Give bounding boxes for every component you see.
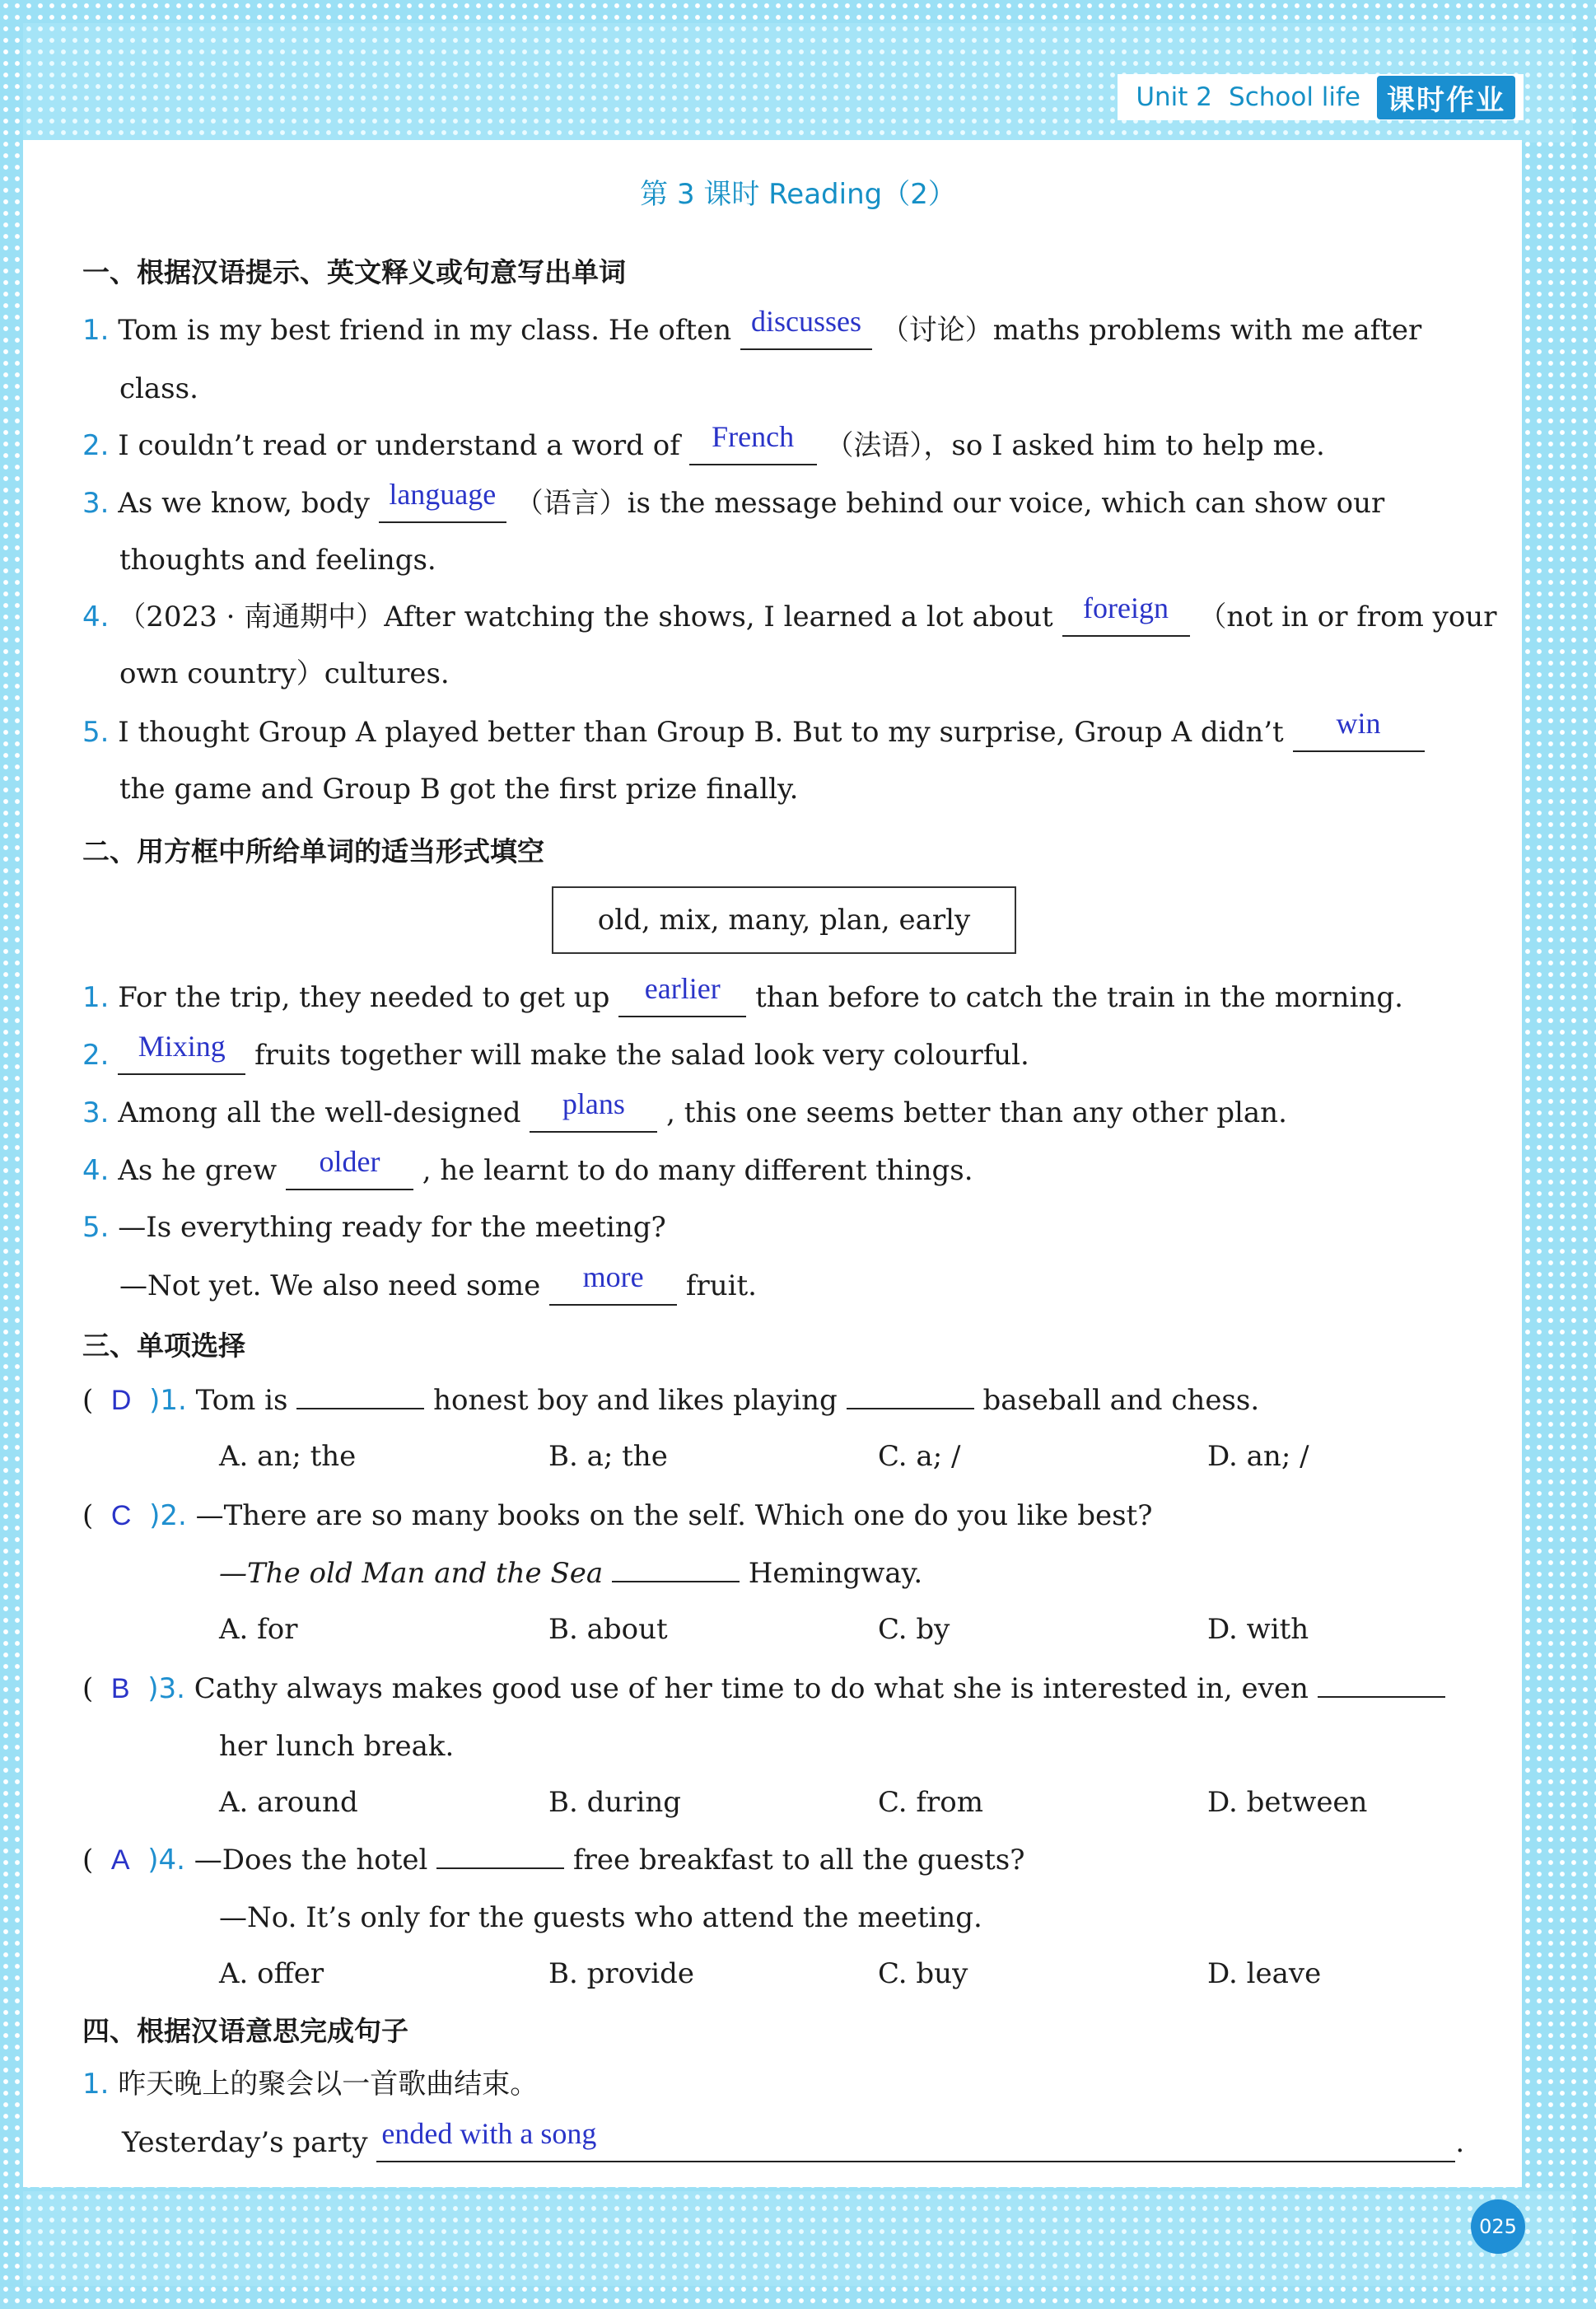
q-text: Yesterday’s party — [122, 2126, 368, 2159]
q-number: 4. — [82, 601, 110, 633]
option-b[interactable]: B. during — [548, 1786, 682, 1819]
q-number: 2. — [82, 1039, 110, 1072]
s3-q3-cont: her lunch break. — [219, 1730, 455, 1763]
q-text: As he grew — [118, 1154, 278, 1187]
q-text: —Does the hotel — [194, 1844, 428, 1877]
q-text: As we know, body — [118, 487, 370, 520]
answer-text: more — [582, 1260, 644, 1293]
choice-answer[interactable]: C — [110, 1500, 132, 1531]
option-a[interactable]: A. offer — [219, 1957, 324, 1990]
q-number: 3. — [82, 487, 110, 520]
option-b[interactable]: B. provide — [548, 1957, 695, 1990]
answer-text: earlier — [644, 972, 721, 1005]
q-text: I thought Group A played better than Group B. But to my surprise, Group A didn’t — [118, 716, 1284, 749]
s3-q3: ( B )3. Cathy always makes good use of her time to do what she is interested in, even — [82, 1671, 1445, 1707]
unit-label: Unit 2 — [1136, 82, 1213, 112]
q-text: Tom is my best friend in my class. He often — [118, 314, 732, 347]
q-text: （not in or from your — [1198, 601, 1497, 633]
option-c[interactable]: C. by — [878, 1613, 950, 1646]
option-d[interactable]: D. between — [1207, 1786, 1368, 1819]
option-c[interactable]: C. from — [878, 1786, 983, 1819]
q-text: Among all the well-designed — [118, 1096, 521, 1129]
answer-blank[interactable] — [436, 1867, 564, 1869]
footer-band — [23, 2191, 1573, 2286]
answer-text: older — [319, 1145, 380, 1178]
unit-header — [1118, 74, 1524, 120]
s2-q2 — [82, 1030, 1029, 1075]
q-number: 5. — [82, 716, 110, 749]
answer-text: win — [1336, 707, 1381, 740]
q-text: （2023 · 南通期中）After watching the shows, I learned a lot about — [118, 601, 1053, 633]
answer-blank[interactable] — [376, 2117, 1455, 2162]
s1-q4-cont: own country）cultures. — [119, 657, 450, 690]
s1-q1 — [82, 305, 1422, 350]
section1-title: 一、根据汉语提示、英文释义或句意写出单词 — [82, 256, 626, 288]
answer-text: ended with a song — [381, 2117, 597, 2150]
s1-q5 — [82, 707, 1425, 752]
answer-text: French — [712, 420, 795, 453]
q-text: , this one seems better than any other plan. — [666, 1096, 1287, 1129]
q-text: baseball and chess. — [982, 1384, 1260, 1417]
option-d[interactable]: D. with — [1207, 1613, 1309, 1646]
answer-blank[interactable] — [379, 478, 506, 523]
s2-q1 — [82, 972, 1403, 1017]
answer-blank[interactable] — [549, 1260, 677, 1306]
s3-q1: ( D )1. Tom is honest boy and likes playing baseball and chess. — [82, 1384, 1260, 1417]
q-text: , he learnt to do many different things. — [422, 1154, 973, 1187]
q-text: Hemingway. — [748, 1557, 923, 1590]
q-text: than before to catch the train in the morning. — [755, 981, 1403, 1014]
q-text: —Not yet. We also need some — [119, 1269, 541, 1302]
s3-q2-cont — [219, 1555, 922, 1592]
s4-q1 — [82, 2066, 538, 2102]
s4-q1-cont — [122, 2117, 1465, 2162]
choice-answer[interactable]: D — [110, 1385, 132, 1416]
answer-text: language — [389, 478, 497, 511]
answer-blank[interactable] — [689, 420, 817, 465]
answer-blank[interactable] — [1293, 707, 1425, 752]
q-text: —The old Man and the Sea — [219, 1557, 604, 1590]
answer-text: discusses — [750, 305, 861, 338]
s2-q3 — [82, 1087, 1287, 1133]
option-b[interactable]: B. a; the — [548, 1440, 668, 1473]
s3-q2: ( C )2. —There are so many books on the self. Which one do you like best? — [82, 1499, 1153, 1532]
q-text: For the trip, they needed to get up — [118, 981, 610, 1014]
q-text: honest boy and likes playing — [433, 1384, 838, 1417]
q-number: )4. — [147, 1844, 185, 1877]
answer-blank[interactable] — [530, 1087, 657, 1133]
word-box: old, mix, many, plan, early — [552, 886, 1016, 954]
q-text: （语言）is the message behind our voice, which can show our — [515, 487, 1385, 520]
q-text: Tom is — [195, 1384, 288, 1417]
section4-title: 四、根据汉语意思完成句子 — [82, 2015, 408, 2047]
answer-text: plans — [562, 1087, 625, 1120]
s2-q5-cont — [119, 1260, 757, 1306]
s1-q3-cont: thoughts and feelings. — [119, 544, 436, 577]
q-number: )3. — [147, 1672, 185, 1705]
q-number: 1. — [82, 2068, 110, 2101]
q-number: )1. — [149, 1384, 187, 1417]
section2-title: 二、用方框中所给单词的适当形式填空 — [82, 835, 544, 867]
choice-answer[interactable]: A — [110, 1844, 130, 1876]
q-number: 2. — [82, 429, 110, 462]
topic-label: School life — [1229, 82, 1360, 112]
lesson-title: 第 3 课时 Reading（2） — [640, 178, 956, 211]
answer-blank[interactable] — [296, 1408, 424, 1409]
q-text: （讨论）maths problems with me after — [880, 314, 1422, 347]
q-text: 昨天晚上的聚会以一首歌曲结束。 — [118, 2068, 539, 2101]
q-number: 4. — [82, 1154, 110, 1187]
answer-text: foreign — [1083, 591, 1169, 624]
q-number: 3. — [82, 1096, 110, 1129]
answer-blank[interactable] — [1062, 591, 1190, 637]
choice-answer[interactable]: B — [110, 1673, 130, 1704]
option-b[interactable]: B. about — [548, 1613, 668, 1646]
answer-text: Mixing — [138, 1030, 226, 1063]
option-a[interactable]: A. for — [219, 1613, 298, 1646]
s1-q5-cont: the game and Group B got the first prize finally. — [119, 773, 799, 806]
s1-q4 — [82, 591, 1497, 637]
q-number: 1. — [82, 314, 110, 347]
q-text: free breakfast to all the guests? — [572, 1844, 1025, 1877]
page-number: 025 — [1471, 2199, 1525, 2254]
option-d[interactable]: D. leave — [1207, 1957, 1322, 1990]
s1-q3 — [82, 478, 1385, 523]
option-c[interactable]: C. a; / — [878, 1440, 961, 1473]
option-a[interactable]: A. an; the — [219, 1440, 357, 1473]
answer-blank[interactable] — [118, 1030, 245, 1075]
option-d[interactable]: D. an; / — [1207, 1440, 1309, 1473]
answer-blank[interactable] — [1318, 1696, 1445, 1698]
s3-q4: ( A )4. —Does the hotel free breakfast to all the guests? — [82, 1844, 1025, 1877]
q-number: 1. — [82, 981, 110, 1014]
q-number: 5. — [82, 1211, 110, 1244]
q-text: Cathy always makes good use of her time to do what she is interested in, even — [194, 1672, 1309, 1705]
q-text: fruit. — [685, 1269, 757, 1302]
homework-badge: 课时作业 — [1377, 76, 1515, 119]
q-text: fruits together will make the salad look very colourful. — [254, 1039, 1029, 1072]
q-text: . — [1455, 2126, 1465, 2159]
answer-blank[interactable] — [286, 1145, 413, 1190]
option-c[interactable]: C. buy — [878, 1957, 968, 1990]
q-number: )2. — [149, 1499, 187, 1532]
q-text: —Is everything ready for the meeting? — [118, 1211, 666, 1244]
option-a[interactable]: A. around — [219, 1786, 358, 1819]
answer-blank[interactable] — [612, 1581, 740, 1582]
s3-q4-cont: —No. It’s only for the guests who attend the meeting. — [219, 1901, 982, 1934]
section3-title: 三、单项选择 — [82, 1330, 245, 1362]
s1-q1-cont: class. — [119, 372, 198, 405]
q-text: —There are so many books on the self. Which one do you like best? — [195, 1499, 1153, 1532]
s1-q2 — [82, 420, 1325, 465]
s2-q4 — [82, 1145, 973, 1190]
s2-q5 — [82, 1209, 666, 1246]
q-text: （法语），so I asked him to help me. — [825, 429, 1325, 462]
answer-blank[interactable] — [618, 972, 746, 1017]
answer-blank[interactable] — [847, 1408, 974, 1409]
answer-blank[interactable] — [740, 305, 872, 350]
q-text: I couldn’t read or understand a word of — [118, 429, 680, 462]
